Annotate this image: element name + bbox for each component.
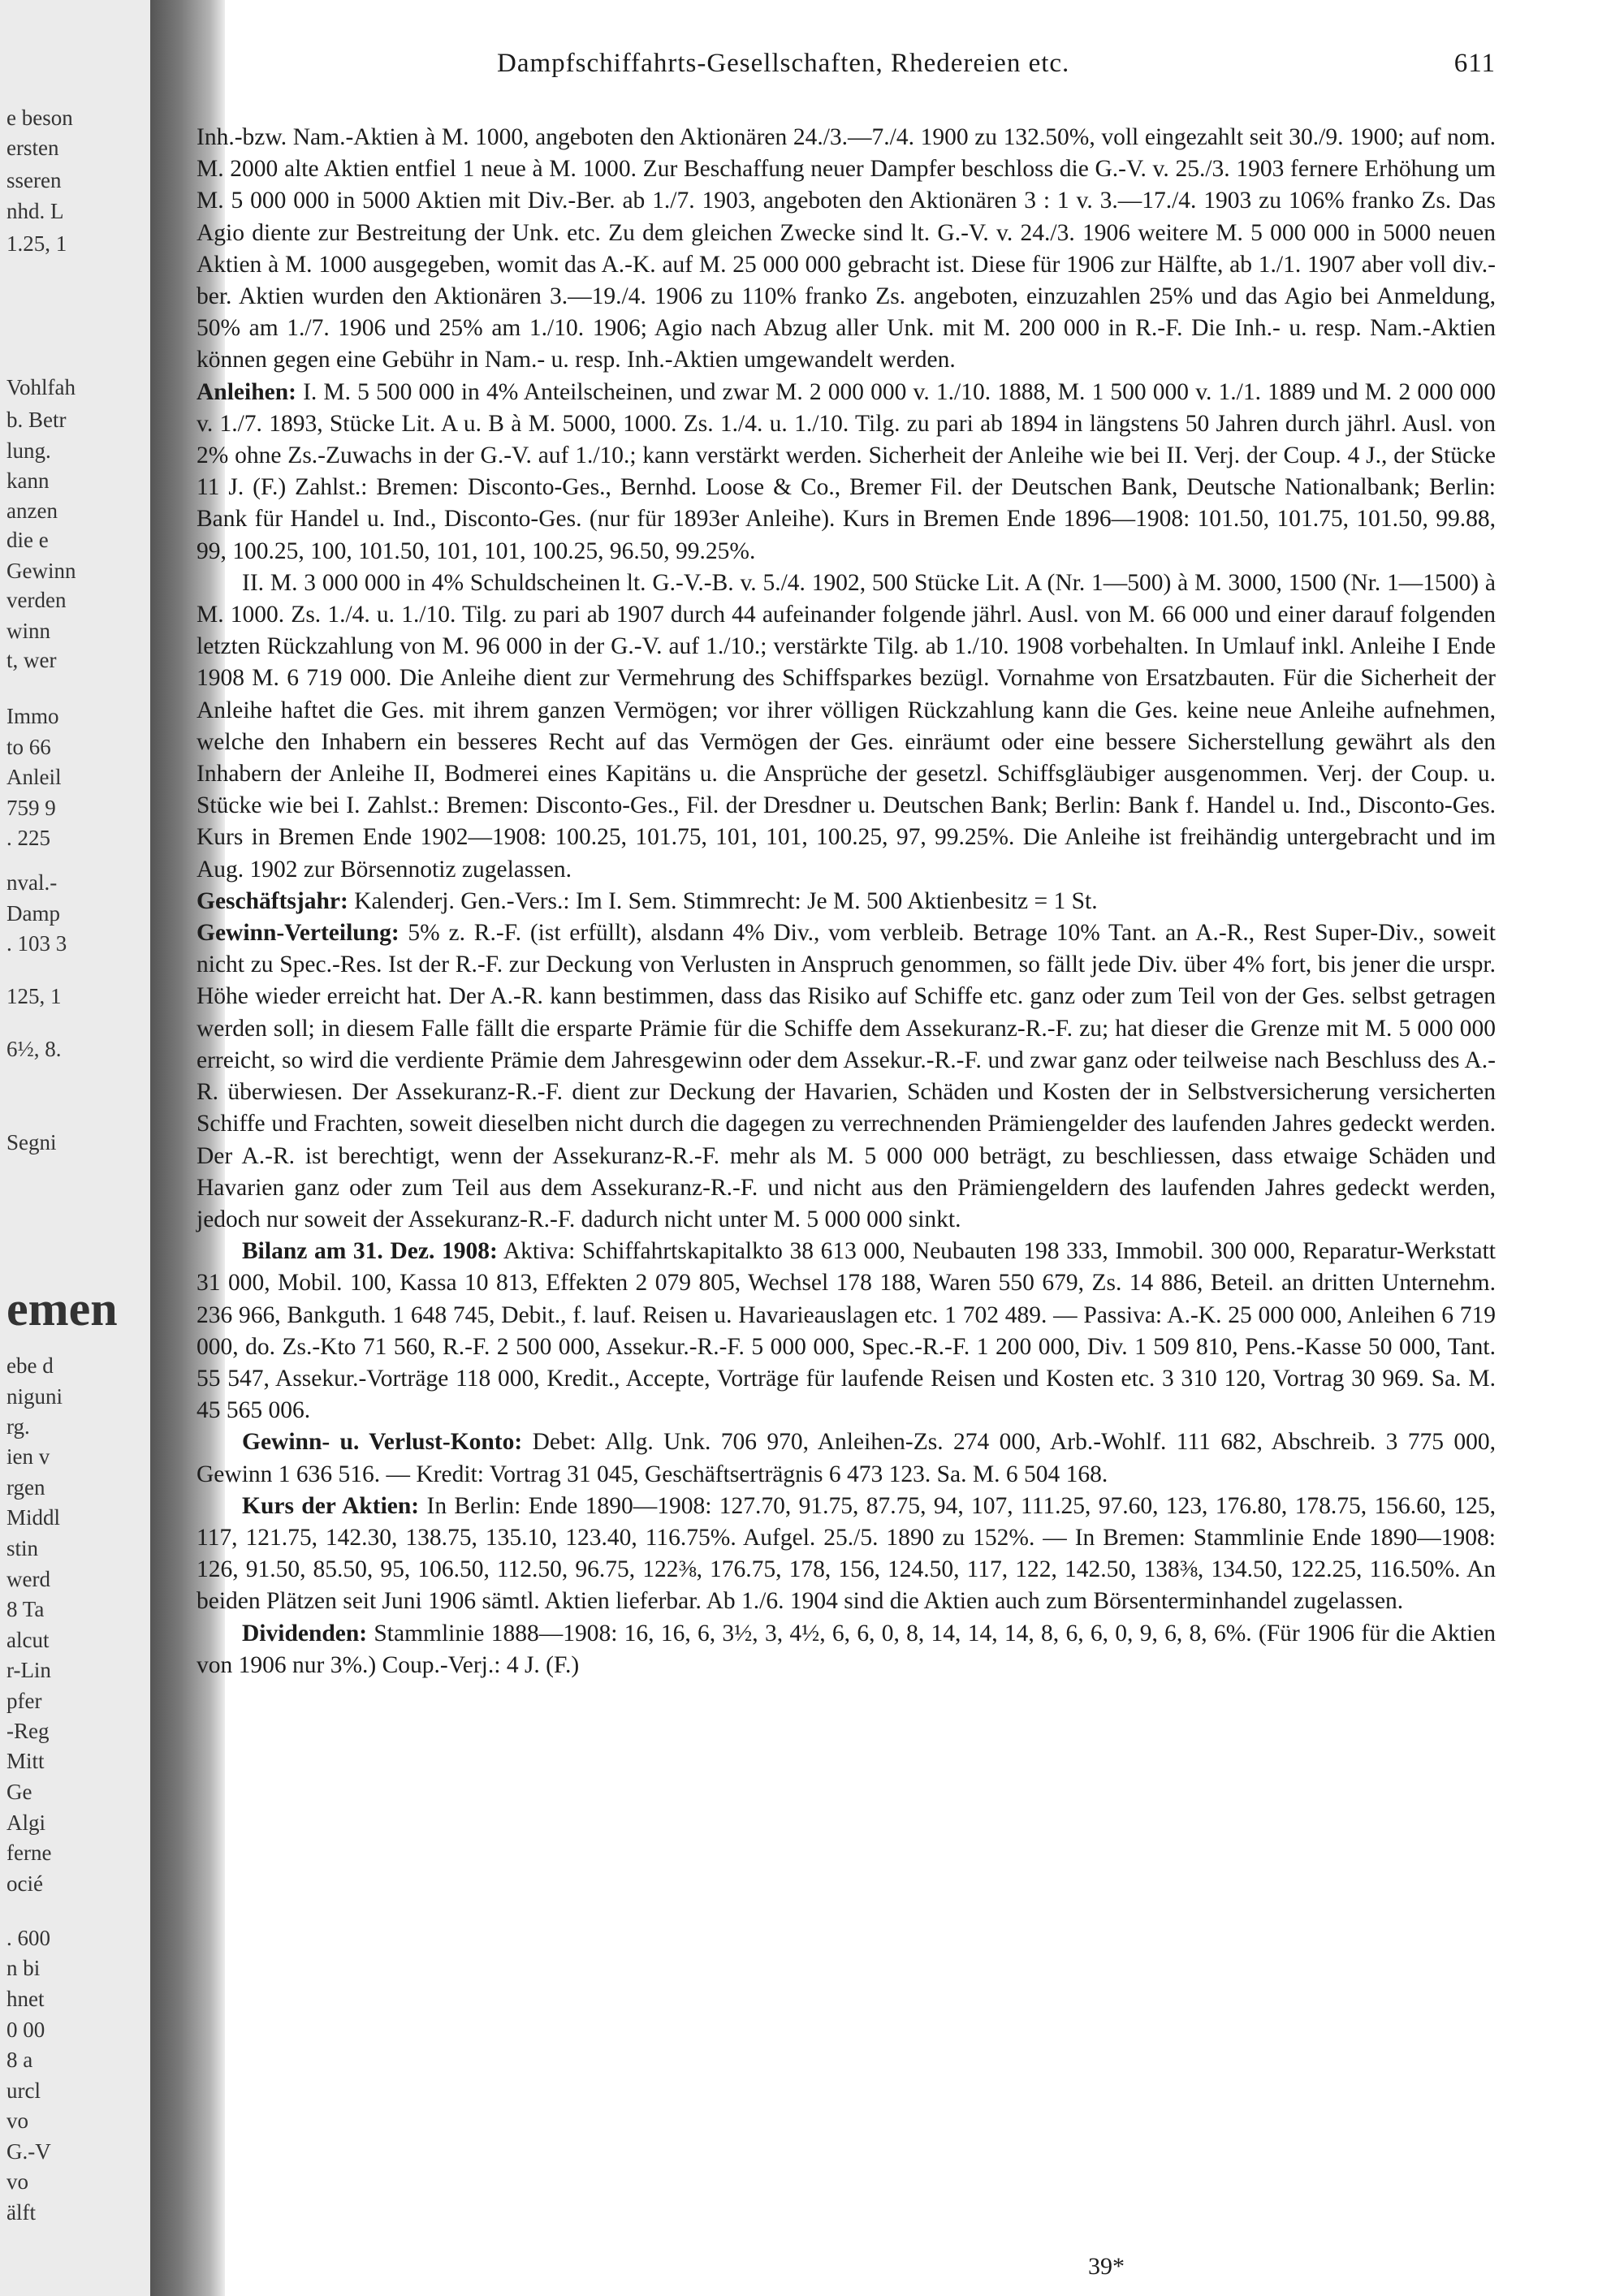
left-page-fragment: emen — [6, 1282, 118, 1336]
paragraph — [197, 568, 1496, 886]
left-page-fragment: hnet — [6, 1987, 45, 2011]
paragraph-text: Inh.-bzw. Nam.-Aktien à M. 1000, angeboten den Aktionären 24./3.—7./4. 1900 zu 132.50%, voll eingezahlt seit 30./9. 1900; auf nom. M. 2000 alte Aktien entfiel 1 neue à M. 1000. Zur Beschaffung neuer Dampfer beschloss die G.-V. v. 25./3. 1903 fernere Erhöhung um M. 5 000 000 in 5000 Aktien mit Div.-Ber. ab 1./7. 1903, angeboten den Aktionären 3 : 1 v. 3.—17./4. 1903 zu 106% franko Zs. Das Agio diente zur Bestreitung der Unk. etc. Zu dem gleichen Zwecke sind lt. G.-V. v. 24./3. 1906 weitere M. 5 000 000 in 5000 neuen Aktien à M. 1000 ausgegeben, womit das A.-K. auf M. 25 000 000 gebracht ist. Diese für 1906 zur Hälfte, ab 1./1. 1907 aber voll div.-ber. Aktien wurden den Aktionären 3.—19./4. 1906 zu 110% franko Zs. angeboten, einzuzahlen 25% und das Agio bei Anmeldung, 50% am 1./7. 1906 und 25% am 1./10. 1906; Agio nach Abzug aller Unk. mit M. 200 000 in R.-F. Die Inh.- u. resp. Nam.-Aktien können gegen eine Gebühr in Nam.- u. resp. Inh.-Aktien umgewandelt werden. — [197, 124, 1496, 373]
left-page-fragment: werd — [6, 1567, 50, 1591]
paragraph-text: Stammlinie 1888—1908: 16, 16, 6, 3½, 3, 4½, 6, 6, 0, 8, 14, 14, 14, 8, 6, 6, 0, 9, 6, 8, 6%. (Für 1906 für die Aktien von 1906 nur 3%.) Coup.-Verj.: 4 J. (F.) — [197, 1620, 1496, 1678]
paragraph-heading: Bilanz am 31. Dez. 1908: — [242, 1238, 498, 1265]
left-page-fragment: ersten — [6, 136, 59, 160]
running-header — [188, 41, 1496, 81]
paragraph-text: In Berlin: Ende 1890—1908: 127.70, 91.75, 87.75, 94, 107, 111.25, 97.60, 123, 176.80, 178.75, 156.60, 125, 117, 121.75, 142.30, 138.75, 135.10, 123.40, 116.75%. Aufgel. 25./5. 1890 zu 152%. — In Bremen: Stammlinie Ende 1890—1908: 126, 91.50, 85.50, 95, 106.50, 112.50, 96.75, 122⅜, 176.75, 178, 156, 124.50, 117, 122, 142.50, 138⅜, 134.50, 122.25, 116.50%. An beiden Plätzen seit Juni 1906 sämtl. Aktien lieferbar. Ab 1./6. 1904 sind die Aktien auch zum Börsenterminhandel zugelassen. — [197, 1492, 1496, 1615]
left-page-fragment: Middl — [6, 1505, 61, 1530]
paragraph-heading: Geschäftsjahr: — [197, 887, 348, 914]
paragraph — [197, 1236, 1496, 1426]
left-page-fragment: anzen — [6, 498, 58, 523]
paragraph-heading: Anleihen: — [197, 378, 296, 405]
left-page-fragment: urcl — [6, 2078, 41, 2103]
paragraph — [197, 917, 1496, 1236]
left-page-fragment: älft — [6, 2200, 36, 2225]
paragraph-text: 5% z. R.-F. (ist erfüllt), alsdann 4% Div., vom verbleib. Betrage 10% Tant. an A.-R., Rest Super-Div., soweit nicht zu Spec.-Res. Ist der R.-F. zur Deckung von Verlusten in Anspruch genommen, so fällt jede Div. über 4% fort, bis jener die urspr. Höhe wieder erreicht hat. Der A.-R. kann bestimmen, dass das Risiko auf Schiffe etc. ganz oder zum Teil von der Ges. selbst getragen werden soll; in diesem Falle fällt die ersparte Prämie für die Schiffe dem Assekuranz-R.-F. zu; hat dieser die Grenze mit M. 5 000 000 erreicht, so wird die verdiente Prämie dem Jahresgewinn oder dem Assekur.-R.-F. und zwar ganz oder teilweise nach Beschluss des A.-R. überwiesen. Der Assekuranz-R.-F. dient zur Deckung der Havarien, Schäden und Kosten der in Selbstversicherung versicherten Schiffe und Frachten, soweit dieselben nicht durch die dagegen zu verrechnenden Prämiengelder des laufenden Jahres gedeckt werden. Der A.-R. ist berechtigt, wenn der Assekuranz-R.-F. mehr als M. 5 000 000 beträgt, zu beschliessen, dass etwaige Schäden und Havarien ganz oder zum Teil aus dem Assekuranz-R.-F. und nicht aus den Prämiengeldern des laufenden Jahres gedeckt werden, jedoch nur soweit der Assekuranz-R.-F. dadurch nicht unter M. 5 000 000 sinkt. — [197, 920, 1496, 1232]
left-page-fragment: lung. — [6, 438, 51, 463]
left-page-fragment: 1.25, 1 — [6, 231, 67, 256]
left-page-fragment: rg. — [6, 1414, 30, 1439]
left-page-fragment: pfer — [6, 1689, 42, 1713]
left-page-fragment: Immo — [6, 704, 59, 728]
left-page-fragment: Mitt — [6, 1749, 45, 1773]
left-page-fragment: G.-V — [6, 2139, 51, 2164]
left-page-fragment: Ge — [6, 1780, 32, 1804]
left-page-fragment: sseren — [6, 168, 62, 192]
left-page-fragment: nhd. L — [6, 199, 64, 223]
left-page-fragment: . 225 — [6, 826, 50, 850]
left-page-fragment: Vohlfah — [6, 375, 76, 399]
paragraph — [197, 122, 1496, 377]
paragraph — [197, 886, 1496, 917]
left-page-fragment: 759 9 — [6, 796, 56, 820]
left-page-fragment: ocié — [6, 1871, 43, 1896]
page — [188, 41, 1496, 81]
left-page-fragment: . 600 — [6, 1926, 50, 1950]
left-page-fragment: 125, 1 — [6, 984, 62, 1008]
left-page-fragment: 8 a — [6, 2048, 33, 2072]
left-page-fragment: e beson — [6, 106, 73, 130]
left-page-fragment: alcut — [6, 1628, 50, 1652]
paragraph — [197, 377, 1496, 568]
paragraph-heading: Gewinn-Verteilung: — [197, 920, 400, 947]
left-page-fragment: Segni — [6, 1130, 57, 1154]
paragraph — [197, 1618, 1496, 1681]
left-page-fragment: -Reg — [6, 1719, 50, 1743]
paragraph-heading: Dividenden: — [242, 1620, 368, 1646]
left-page-fragment: stin — [6, 1536, 39, 1560]
left-page-fragment: winn — [6, 619, 50, 643]
left-page-fragment: rgen — [6, 1475, 45, 1500]
left-page-fragment: die e — [6, 528, 49, 552]
previous-page-strip — [0, 0, 150, 2296]
page-number: 611 — [1453, 49, 1496, 78]
left-page-fragment: ferne — [6, 1841, 52, 1865]
left-page-fragment: ien v — [6, 1444, 50, 1469]
paragraph-text: Aktiva: Schiffahrtskapitalkto 38 613 000, Neubauten 198 333, Immobil. 300 000, Reparatur-Werkstatt 31 000, Mobil. 100, Kassa 10 813, Effekten 2 079 805, Wechsel 178 188, Waren 550 679, Zs. 14 886, Beteil. an dritten Unternehm. 236 966, Bankguth. 1 648 745, Debit., f. lauf. Reisen u. Havarieauslagen etc. 1 702 489. — Passiva: A.-K. 25 000 000, Anleihen 6 719 000, do. Zs.-Kto 71 560, R.-F. 2 500 000, Assekur.-R.-F. 5 000 000, Spec.-R.-F. 1 200 000, Div. 1 509 810, Pens.-Kasse 50 000, Tant. 55 547, Assekur.-Vorträge 118 000, Kredit., Accepte, Vorträge für laufende Reisen und Kosten etc. 3 310 120, Vortrag 30 969. Sa. M. 45 565 006. — [197, 1238, 1496, 1424]
left-page-fragment: vo — [6, 2108, 28, 2133]
header-title: Dampfschiffahrts-Gesellschaften, Rhedereien etc. — [497, 49, 1070, 78]
left-page-fragment: verden — [6, 588, 67, 612]
left-page-fragment: t, wer — [6, 648, 57, 672]
paragraph-text: Kalenderj. Gen.-Vers.: Im I. Sem. Stimmrecht: Je M. 500 Aktienbesitz = 1 St. — [348, 887, 1098, 914]
paragraph — [197, 1491, 1496, 1618]
left-page-fragment: . 103 3 — [6, 931, 67, 956]
paragraph-text: I. M. 5 500 000 in 4% Anteilscheinen, und zwar M. 2 000 000 v. 1./10. 1888, M. 1 500 000 v. 1./1. 1889 und M. 2 000 000 v. 1./7. 1893, Stücke Lit. A u. B à M. 5000, 1000. Zs. 1./4. u. 1./10. Tilg. zu pari ab 1894 in längstens 50 Jahren durch jährl. Ausl. von 2% ohne Zs.-Zuwachs in der G.-V. auf 1./10.; kann verstärkt werden. Sicherheit der Anleihe wie bei II. Verj. der Coup. 4 J., der Stücke 11 J. (F.) Zahlst.: Bremen: Disconto-Ges., Bernhd. Loose & Co., Bremer Fil. der Deutschen Bank, Deutsche Nationalbank; Berlin: Bank für Handel u. Ind., Disconto-Ges. (nur für 1893er Anleihe). Kurs in Bremen Ende 1896—1908: 101.50, 101.75, 101.50, 99.88, 99, 100.25, 100, 101.50, 101, 101, 100.25, 96.50, 99.25%. — [197, 378, 1496, 564]
paragraph-heading: Kurs der Aktien: — [242, 1492, 420, 1519]
left-page-fragment: 0 00 — [6, 2018, 45, 2042]
left-page-fragment: 6½, 8. — [6, 1037, 62, 1061]
paragraph-heading: Gewinn- u. Verlust-Konto: — [242, 1429, 523, 1456]
left-page-fragment: vo — [6, 2169, 28, 2194]
left-page-fragment: ebe d — [6, 1353, 54, 1378]
left-page-fragment: Damp — [6, 901, 60, 926]
paragraph-text: Debet: Allg. Unk. 706 970, Anleihen-Zs. 274 000, Arb.-Wohlf. 111 682, Abschreib. 3 775 000, Gewinn 1 636 516. — Kredit: Vortrag 31 045, Geschäftserträgnis 6 473 123. Sa. M. 6 504 168. — [197, 1429, 1496, 1487]
paragraph — [197, 1426, 1496, 1490]
left-page-fragment: to 66 — [6, 735, 51, 759]
left-page-fragment: 8 Ta — [6, 1597, 45, 1621]
signature-mark: 39* — [1088, 2253, 1125, 2280]
left-page-fragment: Gewinn — [6, 559, 76, 583]
left-page-fragment: Algi — [6, 1810, 46, 1835]
left-page-fragment: niguni — [6, 1384, 63, 1409]
left-page-fragment: kann — [6, 468, 50, 493]
left-page-fragment: r-Lin — [6, 1658, 51, 1682]
left-page-fragment: n bi — [6, 1956, 41, 1980]
article-body — [197, 122, 1496, 1681]
left-page-fragment: nval.- — [6, 870, 58, 895]
left-page-fragment: b. Betr — [6, 408, 67, 432]
left-page-fragment: Anleil — [6, 765, 62, 789]
paragraph-text: II. M. 3 000 000 in 4% Schuldscheinen lt. G.-V.-B. v. 5./4. 1902, 500 Stücke Lit. A (Nr. 1—500) à M. 3000, 1500 (Nr. 1—1500) à M. 1000. Zs. 1./4. u. 1./10. Tilg. zu pari ab 1907 durch 44 aufeinander folgende jährl. Ausl. von M. 66 000 und einer darauf folgenden letzten Rückzahlung von M. 96 000 in der G.-V. auf 1./10.; verstärkte Tilg. ab 1./10. 1908 vorbehalten. In Umlauf inkl. Anleihe I Ende 1908 M. 6 719 000. Die Anleihe dient zur Vermehrung des Schiffsparkes bezügl. Vornahme von Ersatzbauten. Für die Sicherheit der Anleihe haftet die Ges. mit ihrem ganzen Vermögen; vor ihrer völligen Rückzahlung kann die Ges. keine neue Anleihe aufnehmen, welche den Inhabern ein besseres Recht auf das Vermögen der Ges. einräumt oder eine bessere Sicherstellung gewährt als den Inhabern der Anleihe II, Bodmerei eines Kapitäns u. die Ansprüche der gesetzl. Schiffsgläubiger ausgenommen. Verj. der Coup. u. Stücke wie bei I. Zahlst.: Bremen: Disconto-Ges., Fil. der Dresdner u. Deutschen Bank; Berlin: Bank f. Handel u. Ind., Disconto-Ges. Kurs in Bremen Ende 1902—1908: 100.25, 101.75, 101, 101, 100.25, 97, 99.25%. Die Anleihe ist freihändig untergebracht und im Aug. 1902 zur Börsennotiz zugelassen. — [197, 569, 1496, 883]
